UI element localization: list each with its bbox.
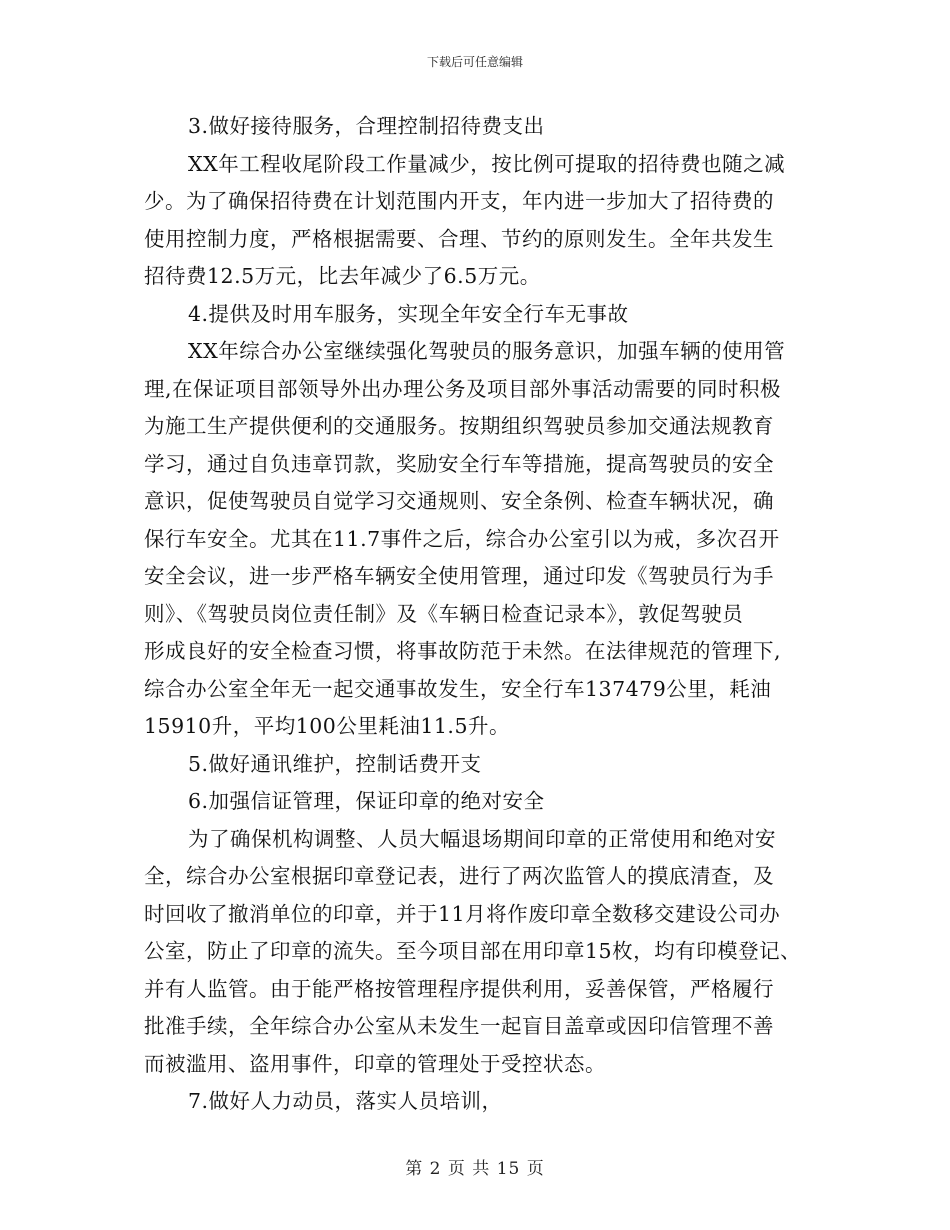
page-footer: 第 2 页 共 15 页 [405,1159,545,1179]
paragraph-line: 安全会议，进一步严格车辆安全使用管理，通过印发《驾驶员行为手 [144,564,774,588]
paragraph-line: 公室，防止了印章的流失。至今项目部在用印章15枚，均有印模登记、 [144,939,802,963]
paragraph-line: 15910升，平均100公里耗油11.5升。 [144,714,510,738]
paragraph-line: 则》、《驾驶员岗位责任制》及《车辆日检查记录本》，敦促驾驶员 [144,601,744,626]
paragraph-line: 而被滥用、盗用事件，印章的管理处于受控状态。 [144,1051,606,1076]
paragraph-line: 学习，通过自负违章罚款，奖励安全行车等措施，提高驾驶员的安全 [144,451,774,476]
heading-item-6: 6.加强信证管理，保证印章的绝对安全 [188,789,545,813]
paragraph-line: XX年综合办公室继续强化驾驶员的服务意识，加强车辆的使用管 [188,339,786,363]
paragraph-line: 并有人监管。由于能严格按管理程序提供利用，妥善保管，严格履行 [144,976,774,1001]
paragraph-line: 使用控制力度，严格根据需要、合理、节约的原则发生。全年共发生 [144,226,774,251]
paragraph-line: 为施工生产提供便利的交通服务。按期组织驾驶员参加交通法规教育 [144,414,774,438]
paragraph-line: 意识，促使驾驶员自觉学习交通规则、安全条例、检查车辆状况，确 [144,489,774,513]
paragraph-line: 理,在保证项目部领导外出办理公务及项目部外事活动需要的同时积极 [144,376,782,401]
paragraph-line: XX年工程收尾阶段工作量减少，按比例可提取的招待费也随之减 [188,151,786,176]
paragraph-line: 保行车安全。尤其在11.7事件之后，综合办公室引以为戒，多次召开 [144,526,780,551]
paragraph-line: 少。为了确保招待费在计划范围内开支，年内进一步加大了招待费的 [144,189,774,213]
paragraph-line: 时回收了撤消单位的印章，并于11月将作废印章全数移交建设公司办 [144,901,781,926]
heading-item-3: 3.做好接待服务，合理控制招待费支出 [188,114,545,138]
heading-item-7: 7.做好人力动员，落实人员培训， [188,1089,503,1113]
paragraph-line: 招待费12.5万元，比去年减少了6.5万元。 [144,264,541,288]
paragraph-line: 综合办公室全年无一起交通事故发生，安全行车137479公里，耗油 [144,676,772,701]
page-header: 下载后可任意编辑 [426,55,523,69]
paragraph-line: 批准手续，全年综合办公室从未发生一起盲目盖章或因印信管理不善 [144,1014,774,1038]
paragraph-line: 为了确保机构调整、人员大幅退场期间印章的正常使用和绝对安 [188,826,776,851]
heading-item-5: 5.做好通讯维护，控制话费开支 [188,751,482,776]
document-body [144,108,804,1121]
paragraph-line: 形成良好的安全检查习惯，将事故防范于未然。在法律规范的管理下, [144,639,782,663]
heading-item-4: 4.提供及时用车服务，实现全年安全行车无事故 [188,301,629,326]
paragraph-line: 全，综合办公室根据印章登记表，进行了两次监管人的摸底清查，及 [144,864,774,888]
